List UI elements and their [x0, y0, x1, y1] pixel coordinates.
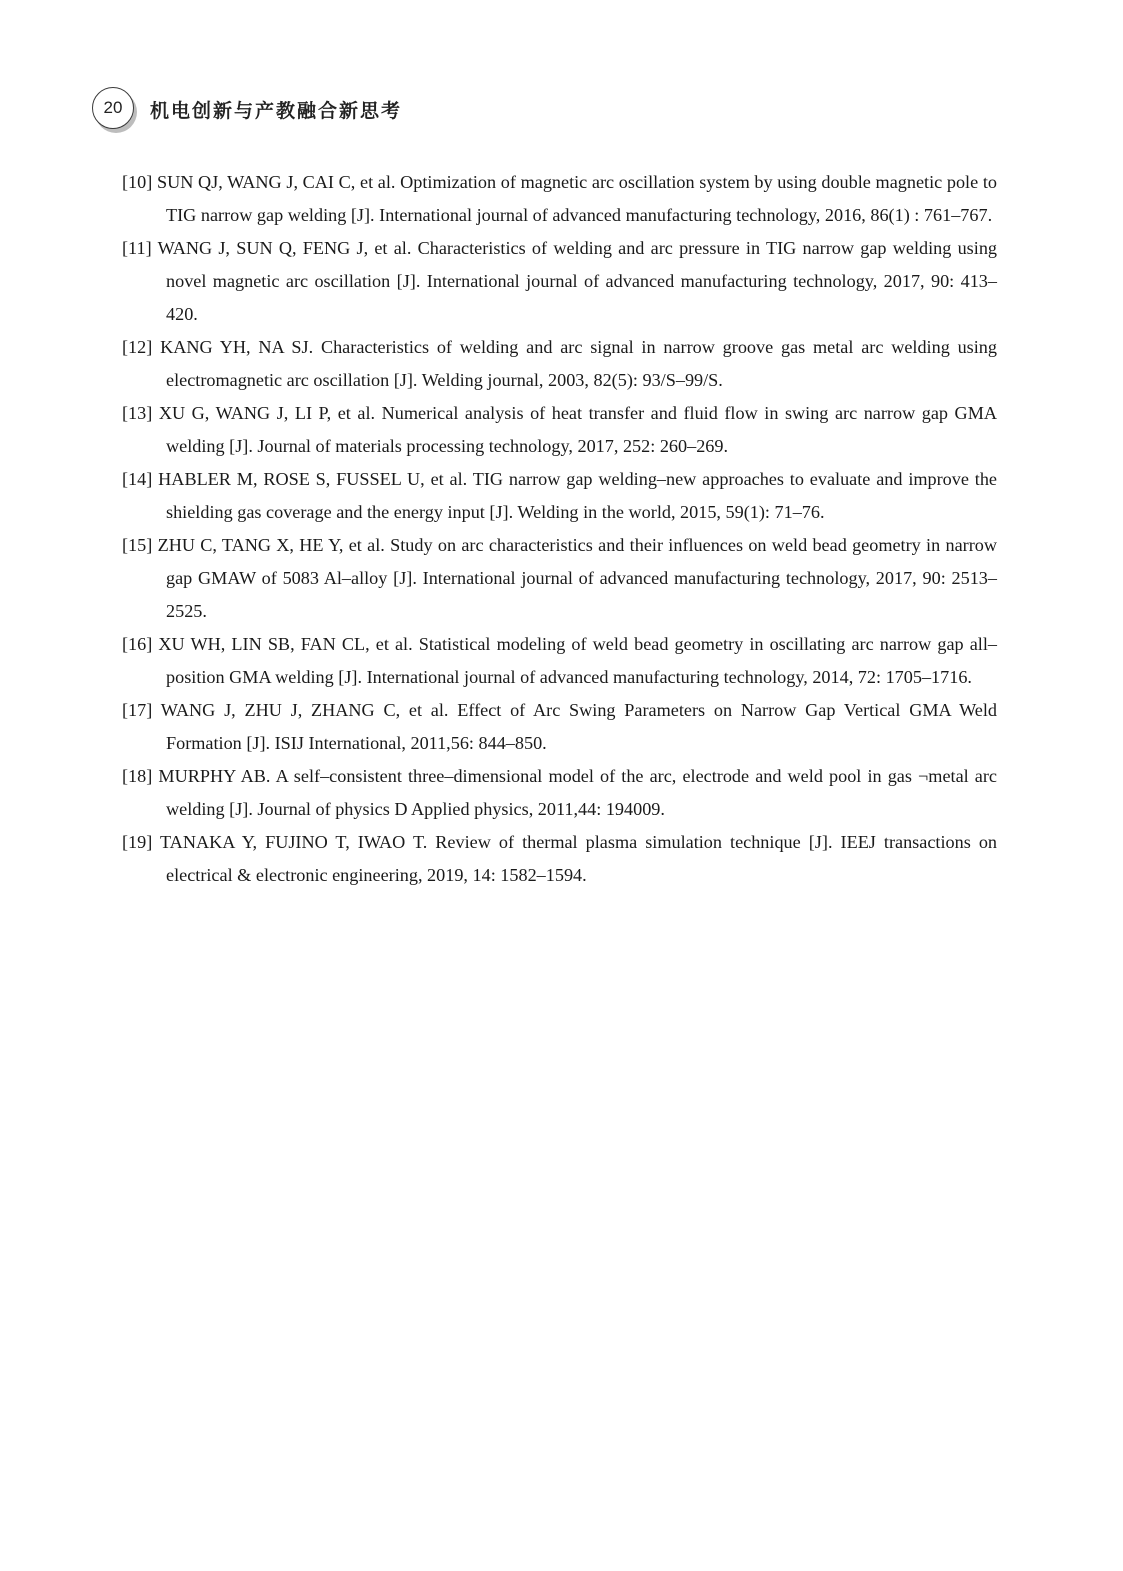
- reference-number: [19]: [122, 832, 153, 852]
- reference-text: HABLER M, ROSE S, FUSSEL U, et al. TIG narrow gap welding–new approaches to evaluate and improve the shielding gas coverage and the energy input [J]. Welding in the world, 2015, 59(1): 71–76.: [158, 469, 998, 522]
- reference-number: [18]: [122, 766, 153, 786]
- reference-text: SUN QJ, WANG J, CAI C, et al. Optimization of magnetic arc oscillation system by using double magnetic pole to TIG narrow gap welding [J]. International journal of advanced manufacturing technology, 2016, 86(1) : 761–767.: [156, 172, 998, 225]
- reference-item: [122, 463, 997, 529]
- reference-number: [11]: [122, 238, 152, 258]
- reference-number: [12]: [122, 337, 153, 357]
- reference-text: KANG YH, NA SJ. Characteristics of welding and arc signal in narrow groove gas metal arc welding using electromagnetic arc oscillation [J]. Welding journal, 2003, 82(5): 93/S–99/S.: [160, 337, 997, 390]
- reference-item: [122, 628, 997, 694]
- reference-number: [16]: [122, 634, 153, 654]
- reference-text: ZHU C, TANG X, HE Y, et al. Study on arc characteristics and their influences on weld bead geometry in narrow gap GMAW of 5083 Al–alloy [J]. International journal of advanced manufacturing technology, 2017, 90: 2513–2525.: [157, 535, 997, 621]
- reference-number: [13]: [122, 403, 153, 423]
- reference-text: TANAKA Y, FUJINO T, IWAO T. Review of thermal plasma simulation technique [J]. IEEJ transactions on electrical & electronic engineering, 2019, 14: 1582–1594.: [160, 832, 998, 885]
- page-number: 20: [92, 87, 134, 129]
- reference-item: [122, 232, 997, 331]
- reference-text: WANG J, ZHU J, ZHANG C, et al. Effect of Arc Swing Parameters on Narrow Gap Vertical GMA Weld Formation [J]. ISIJ International, 2011,56: 844–850.: [160, 700, 998, 753]
- reference-list: [122, 166, 997, 892]
- reference-number: [14]: [122, 469, 153, 489]
- reference-item: [122, 331, 997, 397]
- reference-item: [122, 826, 997, 892]
- reference-item: [122, 166, 997, 232]
- reference-number: [10]: [122, 172, 153, 192]
- reference-item: [122, 529, 997, 628]
- page-number-badge: [92, 87, 136, 131]
- reference-item: [122, 397, 997, 463]
- reference-text: XU G, WANG J, LI P, et al. Numerical analysis of heat transfer and fluid flow in swing arc narrow gap GMA welding [J]. Journal of materials processing technology, 2017, 252: 260–269.: [158, 403, 997, 456]
- reference-text: XU WH, LIN SB, FAN CL, et al. Statistical modeling of weld bead geometry in oscillating arc narrow gap all–position GMA welding [J]. International journal of advanced manufacturing technology, 2014, 72: 1705–1716.: [158, 634, 998, 687]
- reference-text: WANG J, SUN Q, FENG J, et al. Characteristics of welding and arc pressure in TIG narrow gap welding using novel magnetic arc oscillation [J]. International journal of advanced manufacturing technology, 2017, 90: 413–420.: [157, 238, 998, 324]
- reference-number: [15]: [122, 535, 153, 555]
- running-title: 机电创新与产教融合新思考: [150, 99, 403, 122]
- reference-item: [122, 694, 997, 760]
- reference-item: [122, 760, 997, 826]
- reference-number: [17]: [122, 700, 153, 720]
- page-header: [92, 86, 402, 132]
- reference-text: MURPHY AB. A self–consistent three–dimensional model of the arc, electrode and weld pool in gas ¬metal arc welding [J]. Journal of physics D Applied physics, 2011,44: 194009.: [158, 766, 998, 819]
